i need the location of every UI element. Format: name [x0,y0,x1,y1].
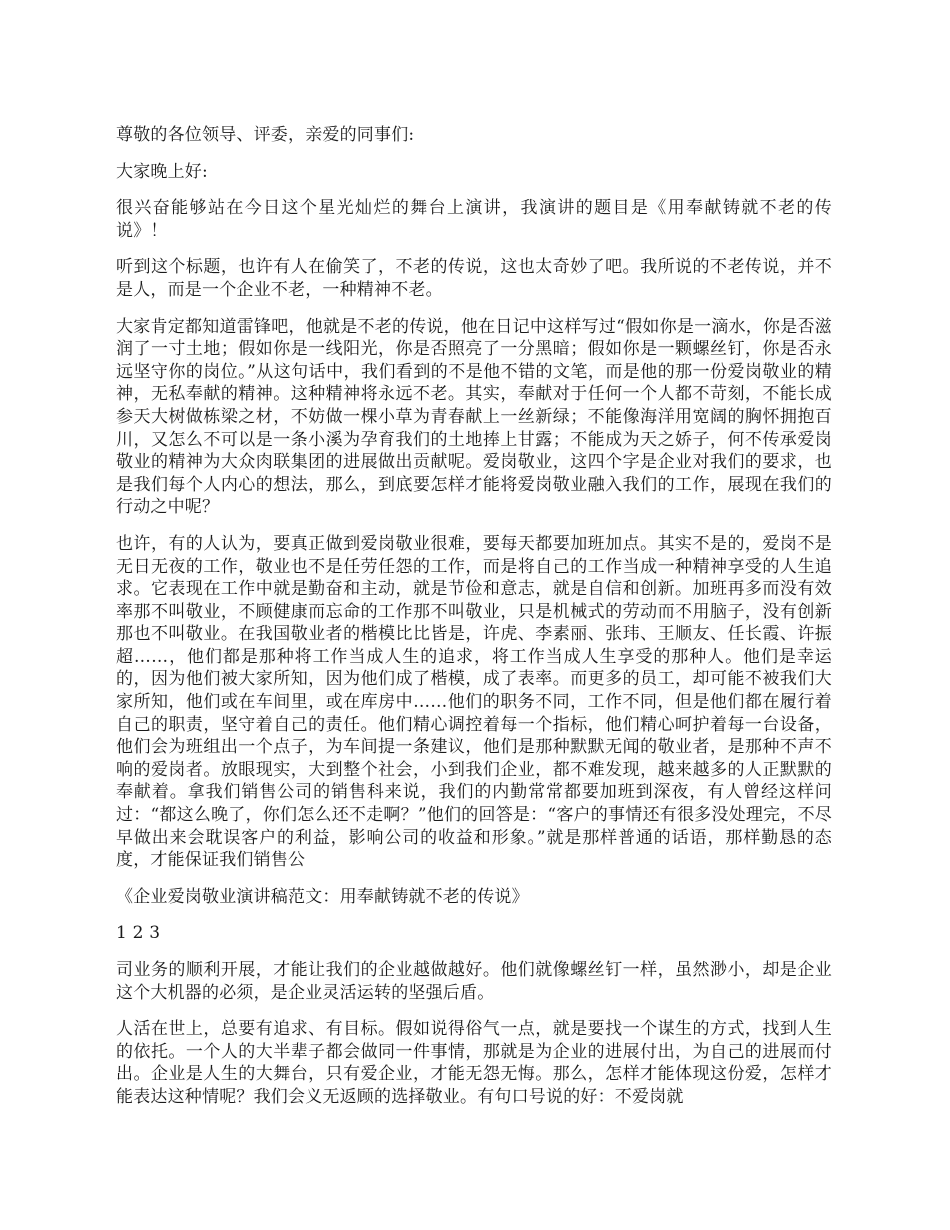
body-paragraph: 人活在世上，总要有追求、有目标。假如说得俗气一点，就是要找一个谋生的方式，找到人生的依托。一个人的大半辈子都会做同一件事情，那就是为企业的进展付出，为自己的进展而付出。企业是人生的大舞台，只有爱企业，才能无怨无悔。那么，怎样才能体现这份爱，怎样才能表达这种情呢？我们会义无返顾的选择敬业。有句口号说的好：不爱岗就 [116,1019,832,1107]
document-title-link: 《企业爱岗敬业演讲稿范文：用奉献铸就不老的传说》 [116,886,529,907]
body-paragraph: 司业务的顺利开展，才能让我们的企业越做越好。他们就像螺丝钉一样，虽然渺小，却是企业这个大机器的必须，是企业灵活运转的坚强后盾。 [116,960,832,1003]
document-body [116,124,832,1123]
body-paragraph: 大家肯定都知道雷锋吧，他就是不老的传说，他在日记中这样写过“假如你是一滴水，你是否滋润了一寸土地；假如你是一线阳光，你是否照亮了一分黑暗；假如你是一颗螺丝钉，你是否永远坚守你的岗位。”从这句话中，我们看到的不是他不错的文笔，而是他的那一份爱岗敬业的精神，无私奉献的精神。这种精神将永远不老。其实，奉献对于任何一个人都不苛刻，不能长成参天大树做栋梁之材，不妨做一棵小草为青春献上一丝新绿；不能像海洋用宽阔的胸怀拥抱百川，又怎么不可以是一条小溪为孕育我们的土地捧上甘露；不能成为天之娇子，何不传承爱岗敬业的精神为大众肉联集团的进展做出贡献呢。爱岗敬业，这四个字是企业对我们的要求，也是我们每个人内心的想法，那么，到底要怎样才能将爱岗敬业融入我们的工作，展现在我们的行动之中呢？ [116,316,832,518]
page-numbers[interactable]: 1 2 3 [116,923,161,944]
body-paragraph: 听到这个标题，也许有人在偷笑了，不老的传说，这也太奇妙了吧。我所说的不老传说，并不是人，而是一个企业不老，一种精神不老。 [116,257,832,300]
salutation-line: 大家晚上好: [116,161,208,182]
greeting-line: 尊敬的各位领导、评委，亲爱的同事们: [116,125,415,145]
body-paragraph: 也许，有的人认为，要真正做到爱岗敬业很难，要每天都要加班加点。其实不是的，爱岗不是无日无夜的工作，敬业也不是任劳任怨的工作，而是将自己的工作当成一种精神享受的人生追求。它表现在工作中就是勤奋和主动，就是节俭和意志，就是自信和创新。加班再多而没有效率那不叫敬业，不顾健康而忘命的工作那不叫敬业，只是机械式的劳动而不用脑子，没有创新那也不叫敬业。在我国敬业者的楷模比比皆是，许虎、李素丽、张玮、王顺友、任长霞、许振超……，他们都是那种将工作当成人生的追求，将工作当成人生享受的那种人。他们是幸运的，因为他们被大家所知，因为他们成了楷模，成了表率。而更多的员工，却可能不被我们大家所知，他们或在车间里，或在库房中……他们的职务不同，工作不同，但是他们都在履行着自己的职责，坚守着自己的责任。他们精心调控着每一个指标，他们精心呵护着每一台设备，他们会为班组出一个点子，为车间提一条建议，他们是那种默默无闻的敬业者，是那种不声不响的爱岗者。放眼现实，大到整个社会，小到我们企业，都不难发现，越来越多的人正默默的奉献着。拿我们销售公司的销售科来说，我们的内勤常常都要加班到深夜，有人曾经这样问过：“都这么晚了，你们怎么还不走啊？”他们的回答是：“客户的事情还有很多没处理完，不尽早做出来会耽误客户的利益，影响公司的收益和形象。”就是那样普通的话语，那样勤恳的态度，才能保证我们销售公 [116,533,832,871]
body-paragraph: 很兴奋能够站在今日这个星光灿烂的舞台上演讲，我演讲的题目是《用奉献铸就不老的传说》！ [116,198,832,241]
